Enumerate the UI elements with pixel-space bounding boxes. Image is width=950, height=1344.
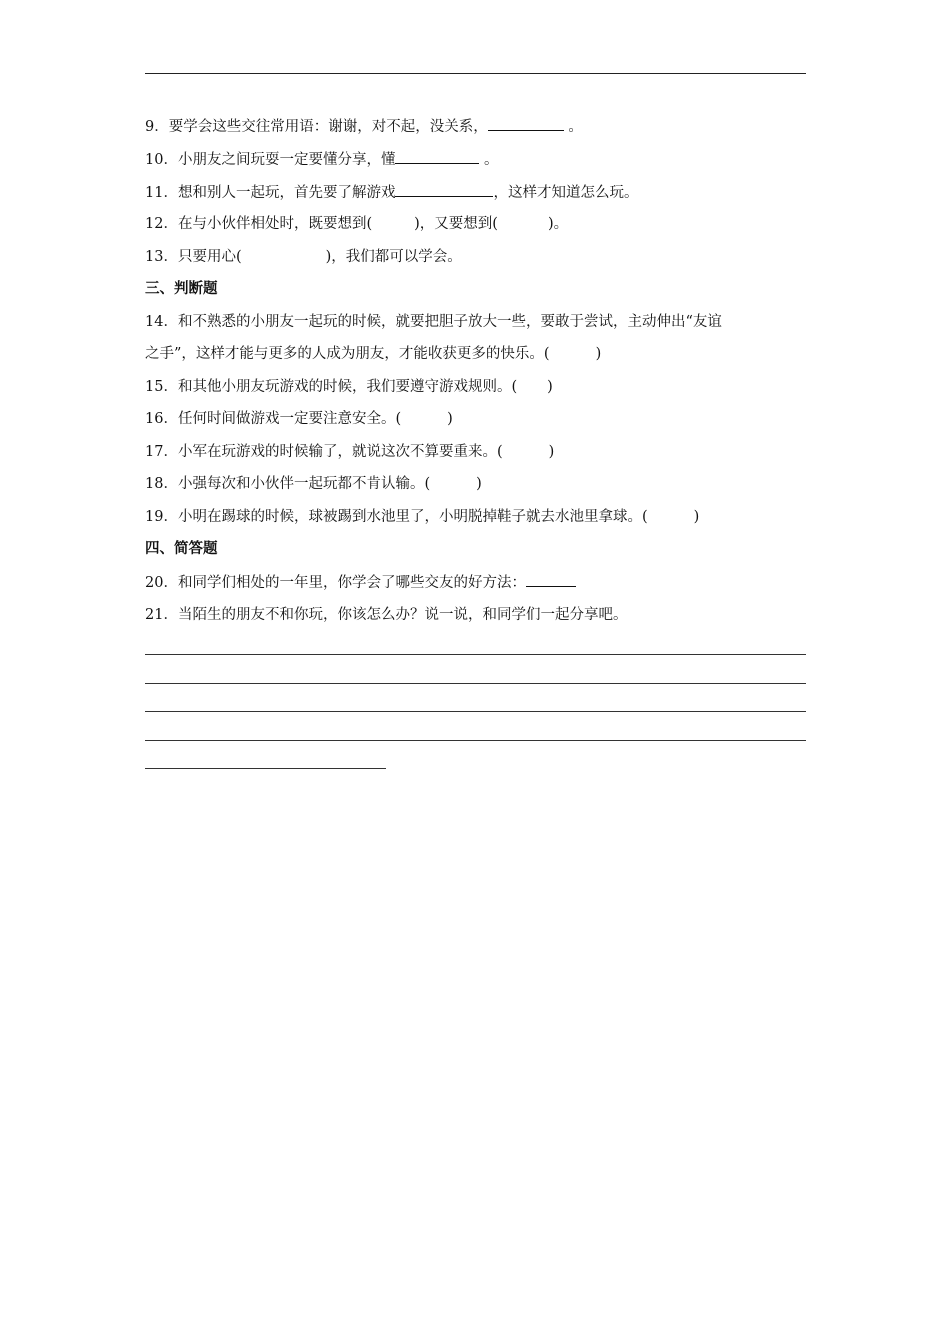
question-number: 11． [145,185,178,201]
answer-line[interactable] [145,740,806,741]
question-21 [145,605,806,625]
section-heading-judgement: 三、判断题 [145,280,218,297]
question-number: 15． [145,379,178,395]
answer-blank[interactable] [526,572,576,587]
question-16 [145,409,806,429]
question-text: 之手”，这样才能与更多的人成为朋友，才能收获更多的快乐。( [145,346,550,362]
question-end: )，我们都可以学会。 [325,249,462,265]
question-text: 要学会这些交往常用语：谢谢，对不起，没关系， [168,119,488,135]
question-text: 和其他小朋友玩游戏的时候，我们要遵守游戏规则。( [177,379,518,395]
question-end: ) [447,411,453,427]
question-14 [145,312,806,332]
question-text: 只要用心( [177,249,242,265]
question-number: 19． [145,509,178,525]
question-end: ) [548,444,555,460]
answer-line[interactable] [145,654,806,655]
question-mid: )，又要想到( [414,216,498,232]
answer-blank[interactable] [395,182,493,197]
question-13 [145,247,806,267]
question-number: 20． [145,575,178,591]
question-12 [145,214,806,234]
question-text: 小明在踢球的时候，球被踢到水池里了，小明脱掉鞋子就去水池里拿球。( [177,509,648,525]
question-text: 小强每次和小伙伴一起玩都不肯认输。( [177,476,431,492]
question-15 [145,377,806,397]
question-end: ) [693,509,700,525]
question-number: 21． [145,607,178,623]
question-end: ) [595,346,602,362]
answer-blank[interactable] [395,149,479,164]
question-number: 17． [145,444,178,460]
section-heading-short-answer: 四、简答题 [145,540,218,557]
question-11 [145,182,806,203]
question-9 [145,116,806,137]
question-end: )。 [547,216,569,232]
question-text: 小军在玩游戏的时候输了，就说这次不算要重来。( [177,444,503,460]
question-number: 13． [145,249,178,265]
question-text: 小朋友之间玩耍一定要懂分享，懂 [177,152,396,168]
question-text: 任何时间做游戏一定要注意安全。( [177,411,402,427]
answer-line[interactable] [145,768,386,769]
question-10 [145,149,806,170]
question-end: ) [476,476,482,492]
question-text: 和不熟悉的小朋友一起玩的时候，就要把胆子放大一些，要敢于尝试，主动伸出“友谊 [177,314,722,330]
question-number: 12． [145,216,178,232]
question-text: 想和别人一起玩，首先要了解游戏 [177,185,396,201]
answer-line[interactable] [145,683,806,684]
question-17 [145,442,806,462]
question-14-line2 [145,344,806,364]
header-rule [145,73,806,74]
question-number: 18． [145,476,178,492]
question-number: 10． [145,152,178,168]
question-text: 和同学们相处的一年里，你学会了哪些交友的好方法： [177,575,526,591]
question-number: 14． [145,314,178,330]
question-number: 16． [145,411,178,427]
question-end: 。 [563,119,583,135]
question-end: 。 [479,152,499,168]
question-19 [145,507,806,527]
answer-blank[interactable] [488,116,564,131]
question-20 [145,572,806,593]
question-end: ，这样才知道怎么玩。 [493,185,639,201]
question-text: 在与小伙伴相处时，既要想到( [177,216,373,232]
question-number: 9． [145,119,169,135]
answer-line[interactable] [145,711,806,712]
question-18 [145,474,806,494]
question-end: ) [547,379,553,395]
question-text: 当陌生的朋友不和你玩，你该怎么办？说一说，和同学们一起分享吧。 [177,607,628,623]
